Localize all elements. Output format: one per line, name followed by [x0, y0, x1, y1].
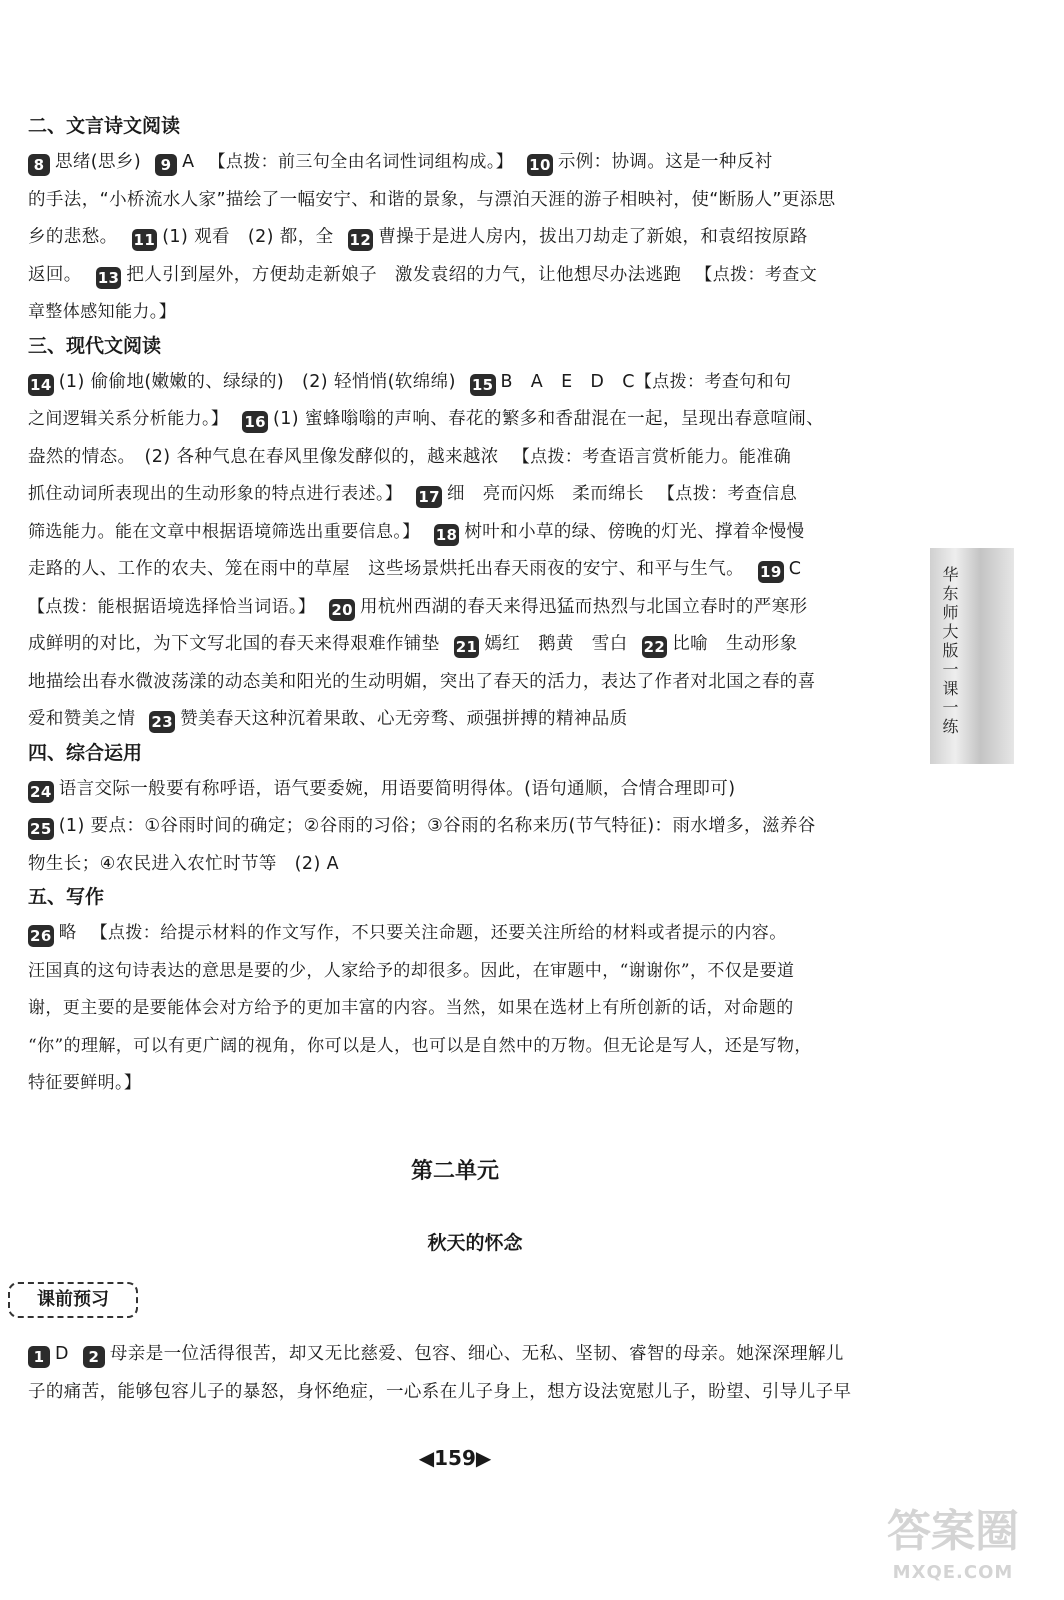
watermark-text: 答案圈	[887, 1506, 1019, 1557]
section-title-writing: 五、写作	[28, 886, 105, 908]
answer-text: 树叶和小草的绿、傍晚的灯光、撑着伞慢慢	[464, 521, 805, 542]
question-number: 25	[30, 820, 52, 838]
hint-text: 【点拨：考查文	[695, 264, 818, 285]
answer-text: 用杭州西湖的春天来得迅猛而热烈与北国立春时的严寒形	[360, 596, 808, 617]
hint-text: 【点拨：考查信息	[657, 484, 798, 504]
unit-title: 第二单元	[410, 1159, 499, 1184]
hint-text: 【点拨：能根据语境选择恰当词语。】	[28, 596, 316, 617]
question-number: 20	[331, 600, 353, 619]
hint-text: 【点拨：考查句和句	[634, 371, 792, 392]
answer-text: 返回。	[28, 264, 82, 285]
answer-text: 成鲜明的对比，为下文写北国的春天来得艰难作铺垫	[28, 634, 440, 654]
question-number: 9	[155, 154, 177, 176]
question-number: 13	[97, 268, 120, 287]
section-title-classical: 二、文言诗文阅读	[28, 115, 181, 137]
lesson-title: 秋天的怀念	[427, 1232, 523, 1254]
answer-text: 走路的人、工作的农夫、笼在雨中的草屋 这些场景烘托出春天雨夜的安宁、和平与生气。	[28, 559, 744, 579]
watermark-domain: MXQE.COM	[892, 1562, 1014, 1583]
answer-text: C	[788, 559, 802, 579]
hint-text: 抓住动词所表现出的生动形象的特点进行表述。】	[28, 484, 403, 504]
preview-badge: 课前预习	[8, 1282, 138, 1318]
hint-text: 【点拨：前三句全由名词性词组构成。】	[208, 152, 514, 172]
question-number: 14	[30, 375, 52, 394]
question-number: 8	[28, 154, 50, 176]
answer-text: (1) 观看 (2) 都，全	[162, 227, 334, 247]
answer-text: 思绪(思乡)	[55, 152, 142, 172]
answer-text: (1) 要点：①谷雨时间的确定；②谷雨的习俗；③谷雨的名称来历(节气特征)：雨水增多，滋养谷	[58, 816, 816, 836]
question-number: 1	[28, 1346, 50, 1368]
answer-text: 乡的悲愁。	[28, 227, 118, 247]
hint-text: 特征要鲜明。】	[28, 1073, 142, 1093]
question-number: 12	[349, 231, 372, 249]
answer-text: 赞美春天这种沉着果敢、心无旁骛、顽强拼搏的精神品质	[180, 709, 628, 729]
answer-text: 嫣红 鹅黄 雪白	[484, 634, 628, 654]
answer-paragraph	[28, 364, 888, 739]
question-number: 26	[30, 927, 52, 945]
page-number: ◀159▶	[418, 1446, 492, 1470]
answer-paragraph	[28, 144, 888, 332]
answer-text: 示例：协调。这是一种反衬	[557, 152, 773, 172]
answer-text: (1) 蜜蜂嗡嗡的声响、春花的繁多和香甜混在一起，呈现出春意喧闹、	[273, 409, 825, 429]
hint-text: “你”的理解，可以有更广阔的视角，你可以是人，也可以是自然中的万物。但无论是写人，还是写物，	[28, 1035, 812, 1056]
preview-answers	[28, 1336, 888, 1411]
question-number: 22	[643, 638, 666, 656]
answer-paragraph	[28, 1336, 888, 1411]
answer-text: 盎然的情态。 (2) 各种气息在春风里像发酵似的，越来越浓	[28, 446, 499, 467]
hint-text: 【点拨：给提示材料的作文写作，不只要关注命题，还要关注所给的材料或者提示的内容。	[90, 923, 787, 943]
hint-text: 【点拨：考查语言赏析能力。能准确	[512, 446, 792, 467]
question-number: 2	[83, 1346, 105, 1368]
answer-text: 的手法，“小桥流水人家”描绘了一幅安宁、和谐的景象，与漂泊天涯的游子相映衬，使“断肠人”更添思	[28, 189, 836, 210]
answer-paragraph	[28, 915, 888, 1103]
question-number: 18	[435, 525, 458, 544]
answer-text: 子的痛苦，能够包容儿子的暴怒，身怀绝症，一心系在儿子身上，想方设法宽慰儿子，盼望、引导儿子早	[28, 1381, 852, 1402]
answer-text: 语言交际一般要有称呼语，语气要委婉，用语要简明得体。(语句通顺，合情合理即可)	[58, 778, 736, 799]
answer-text: D	[55, 1344, 69, 1364]
question-number: 11	[133, 231, 156, 249]
answer-text: 地描绘出春水微波荡漾的动态美和阳光的生动明媚，突出了春天的活力，表达了作者对北国之春的喜	[28, 671, 816, 692]
answer-text: A	[182, 152, 195, 172]
hint-text: 汪国真的这句诗表达的意思是要的少，人家给予的却很多。因此，在审题中，“谢谢你”，不仅是要道	[28, 960, 795, 981]
answer-content	[28, 112, 888, 1103]
hint-text: 筛选能力。能在文章中根据语境筛选出重要信息。】	[28, 521, 420, 542]
answer-text: 曹操于是进人房内，拔出刀劫走了新娘，和袁绍按原路	[378, 227, 808, 247]
answer-paragraph	[28, 771, 888, 884]
answer-text: 比喻 生动形象	[672, 634, 798, 654]
answer-text: 细 亮而闪烁 柔而绵长	[447, 484, 644, 504]
watermark-logo	[868, 1502, 1038, 1592]
side-tab-label: 华东师大版一课一练	[940, 566, 959, 737]
question-number: 23	[151, 713, 174, 731]
question-number: 24	[30, 782, 52, 801]
question-number: 19	[760, 563, 782, 581]
answer-text: 略	[58, 923, 77, 943]
question-number: 16	[244, 413, 266, 431]
answer-text: 把人引到屋外，方便劫走新娘子 激发袁绍的力气，让他想尽办法逃跑	[126, 264, 682, 285]
question-number: 17	[418, 488, 440, 506]
answer-text: 母亲是一位活得很苦，却又无比慈爱、包容、细心、无私、坚韧、睿智的母亲。她深深理解儿	[109, 1344, 844, 1364]
section-title-modern: 三、现代文阅读	[28, 334, 162, 357]
question-number: 21	[455, 638, 478, 656]
section-title-application: 四、综合运用	[28, 741, 143, 764]
answer-text: 物生长；④农民进入农忙时节等 (2) A	[28, 853, 340, 874]
hint-text: 章整体感知能力。】	[28, 302, 177, 322]
answer-text: 爱和赞美之情	[28, 709, 136, 729]
question-number: 15	[471, 375, 494, 394]
answer-text: B A E D C	[500, 371, 635, 392]
hint-text: 谢，更主要的是要能体会对方给予的更加丰富的内容。当然，如果在选材上有所创新的话，对命题的	[28, 998, 794, 1018]
question-number: 10	[529, 156, 551, 174]
hint-text: 之间逻辑关系分析能力。】	[28, 409, 229, 429]
answer-text: (1) 偷偷地(嫩嫩的、绿绿的) (2) 轻悄悄(软绵绵)	[58, 371, 456, 392]
